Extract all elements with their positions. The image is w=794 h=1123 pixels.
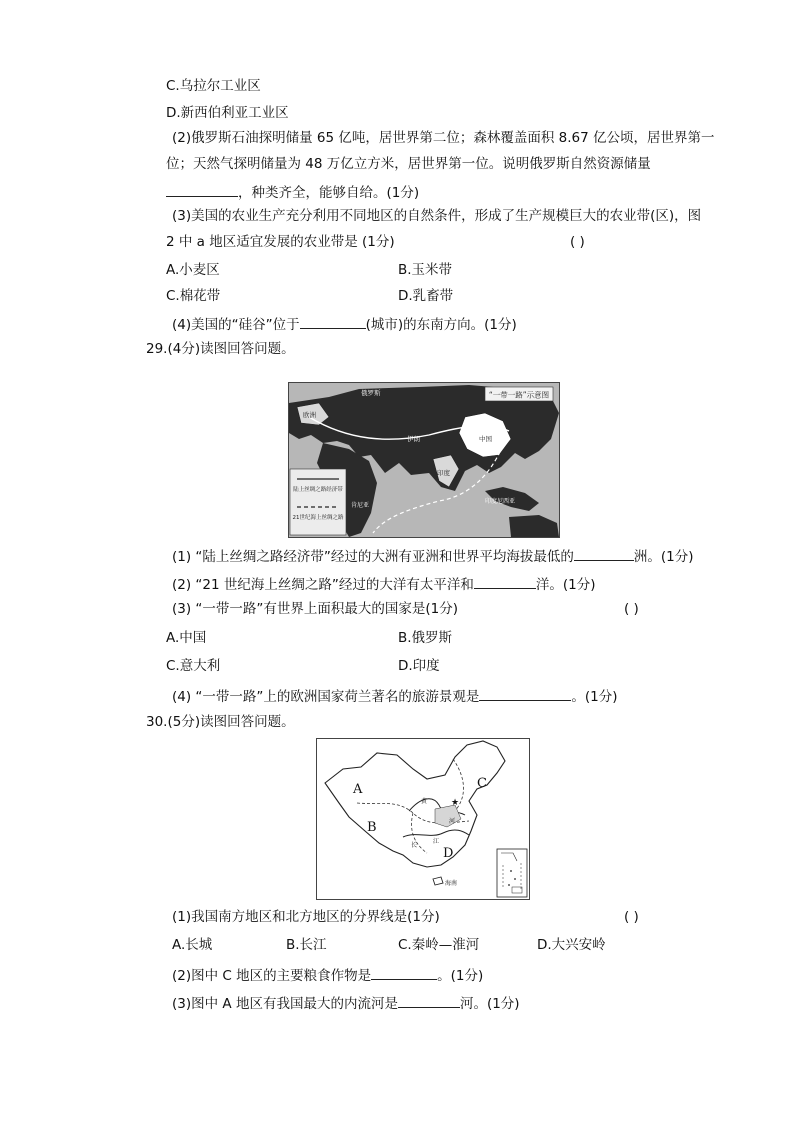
answer-blank[interactable] xyxy=(300,316,366,329)
answer-blank[interactable] xyxy=(474,576,536,589)
q29-option-c: C.意大利 xyxy=(166,658,221,674)
q29-stem: 29.(4分)读图回答问题。 xyxy=(146,341,295,357)
q29-sub1: (1) “陆上丝绸之路经济带”经过的大洲有亚洲和世界平均海拔最低的 洲。(1分) xyxy=(172,549,694,565)
q28-option-d: D.新西伯利亚工业区 xyxy=(166,105,289,121)
q28-sub4: (4)美国的“硅谷”位于 (城市)的东南方向。(1分) xyxy=(172,317,517,333)
label-india: 印度 xyxy=(437,469,450,477)
q28-sub3-option-b: B.玉米带 xyxy=(398,262,453,278)
label-he: 河 xyxy=(449,818,456,825)
label-hainan: 海南 xyxy=(445,880,458,887)
q28-sub3-option-c: C.棉花带 xyxy=(166,288,221,304)
label-iran: 伊朗 xyxy=(407,435,420,443)
label-europe: 欧洲 xyxy=(303,411,316,419)
q30-sub2: (2)图中 C 地区的主要粮食作物是 。(1分) xyxy=(172,968,484,984)
q28-sub3-option-a: A.小麦区 xyxy=(166,262,220,278)
q29-sub2: (2) “21 世纪海上丝绸之路”经过的大洋有太平洋和 洋。(1分) xyxy=(172,577,596,593)
q28-sub2-line3: ，种类齐全，能够自给。(1分) xyxy=(166,184,419,201)
answer-blank[interactable] xyxy=(166,184,238,197)
region-a-label: A xyxy=(353,782,363,797)
q28-sub3-answer-paren[interactable]: ( ) xyxy=(570,234,585,250)
region-c-label: C xyxy=(477,776,487,791)
answer-blank[interactable] xyxy=(574,548,634,561)
region-d-label: D xyxy=(443,846,454,861)
q30-stem: 30.(5分)读图回答问题。 xyxy=(146,714,295,730)
q30-sub1-answer-paren[interactable]: ( ) xyxy=(624,909,639,925)
q28-sub2-line2: 位；天然气探明储量为 48 万亿立方米，居世界第一位。说明俄罗斯自然资源储量 xyxy=(166,156,651,172)
q29-option-a: A.中国 xyxy=(166,630,207,646)
belt-and-road-map xyxy=(288,382,560,538)
label-chang: 长 xyxy=(411,842,418,849)
q29-sub4: (4) “一带一路”上的欧洲国家荷兰著名的旅游景观是 。(1分) xyxy=(172,689,618,705)
label-russia: 俄罗斯 xyxy=(361,389,381,397)
answer-blank[interactable] xyxy=(371,967,437,980)
label-jiang: 江 xyxy=(433,838,440,845)
china-map xyxy=(316,738,530,900)
map-title: “一带一路”示意图 xyxy=(488,390,550,400)
label-indonesia: 印度尼西亚 xyxy=(485,498,516,505)
label-kenya: 肯尼亚 xyxy=(351,502,370,509)
q29-option-d: D.印度 xyxy=(398,658,440,674)
label-china: 中国 xyxy=(479,435,492,443)
q30-sub3: (3)图中 A 地区有我国最大的内流河是 河。(1分) xyxy=(172,996,520,1012)
q30-option-a: A.长城 xyxy=(172,937,213,953)
answer-blank[interactable] xyxy=(398,995,460,1008)
q28-option-c: C.乌拉尔工业区 xyxy=(166,78,261,94)
q30-option-d: D.大兴安岭 xyxy=(537,937,606,953)
q28-sub2-line1: (2)俄罗斯石油探明储量 65 亿吨，居世界第二位；森林覆盖面积 8.67 亿公顷，居世界第一 xyxy=(172,130,715,146)
q28-sub3-line1: (3)美国的农业生产充分利用不同地区的自然条件，形成了生产规模巨大的农业带(区)，图 xyxy=(172,208,702,224)
region-b-label: B xyxy=(367,820,377,835)
q29-option-b: B.俄罗斯 xyxy=(398,630,453,646)
capital-star-icon: ★ xyxy=(451,798,460,808)
q28-sub3-option-d: D.乳畜带 xyxy=(398,288,454,304)
q30-option-b: B.长江 xyxy=(286,937,327,953)
q28-sub3-line2: 2 中 a 地区适宜发展的农业带是 (1分) xyxy=(166,234,395,250)
q30-option-c: C.秦岭—淮河 xyxy=(398,937,480,953)
q30-sub1: (1)我国南方地区和北方地区的分界线是(1分) xyxy=(172,909,440,925)
q29-sub3: (3) “一带一路”有世界上面积最大的国家是(1分) xyxy=(172,601,459,617)
legend-land-route: 陆上丝绸之路经济带 xyxy=(293,487,343,493)
label-huang: 黄 xyxy=(421,798,428,805)
legend-sea-route: 21世纪海上丝绸之路 xyxy=(292,515,344,521)
q29-sub3-answer-paren[interactable]: ( ) xyxy=(624,601,639,617)
answer-blank[interactable] xyxy=(479,688,571,701)
